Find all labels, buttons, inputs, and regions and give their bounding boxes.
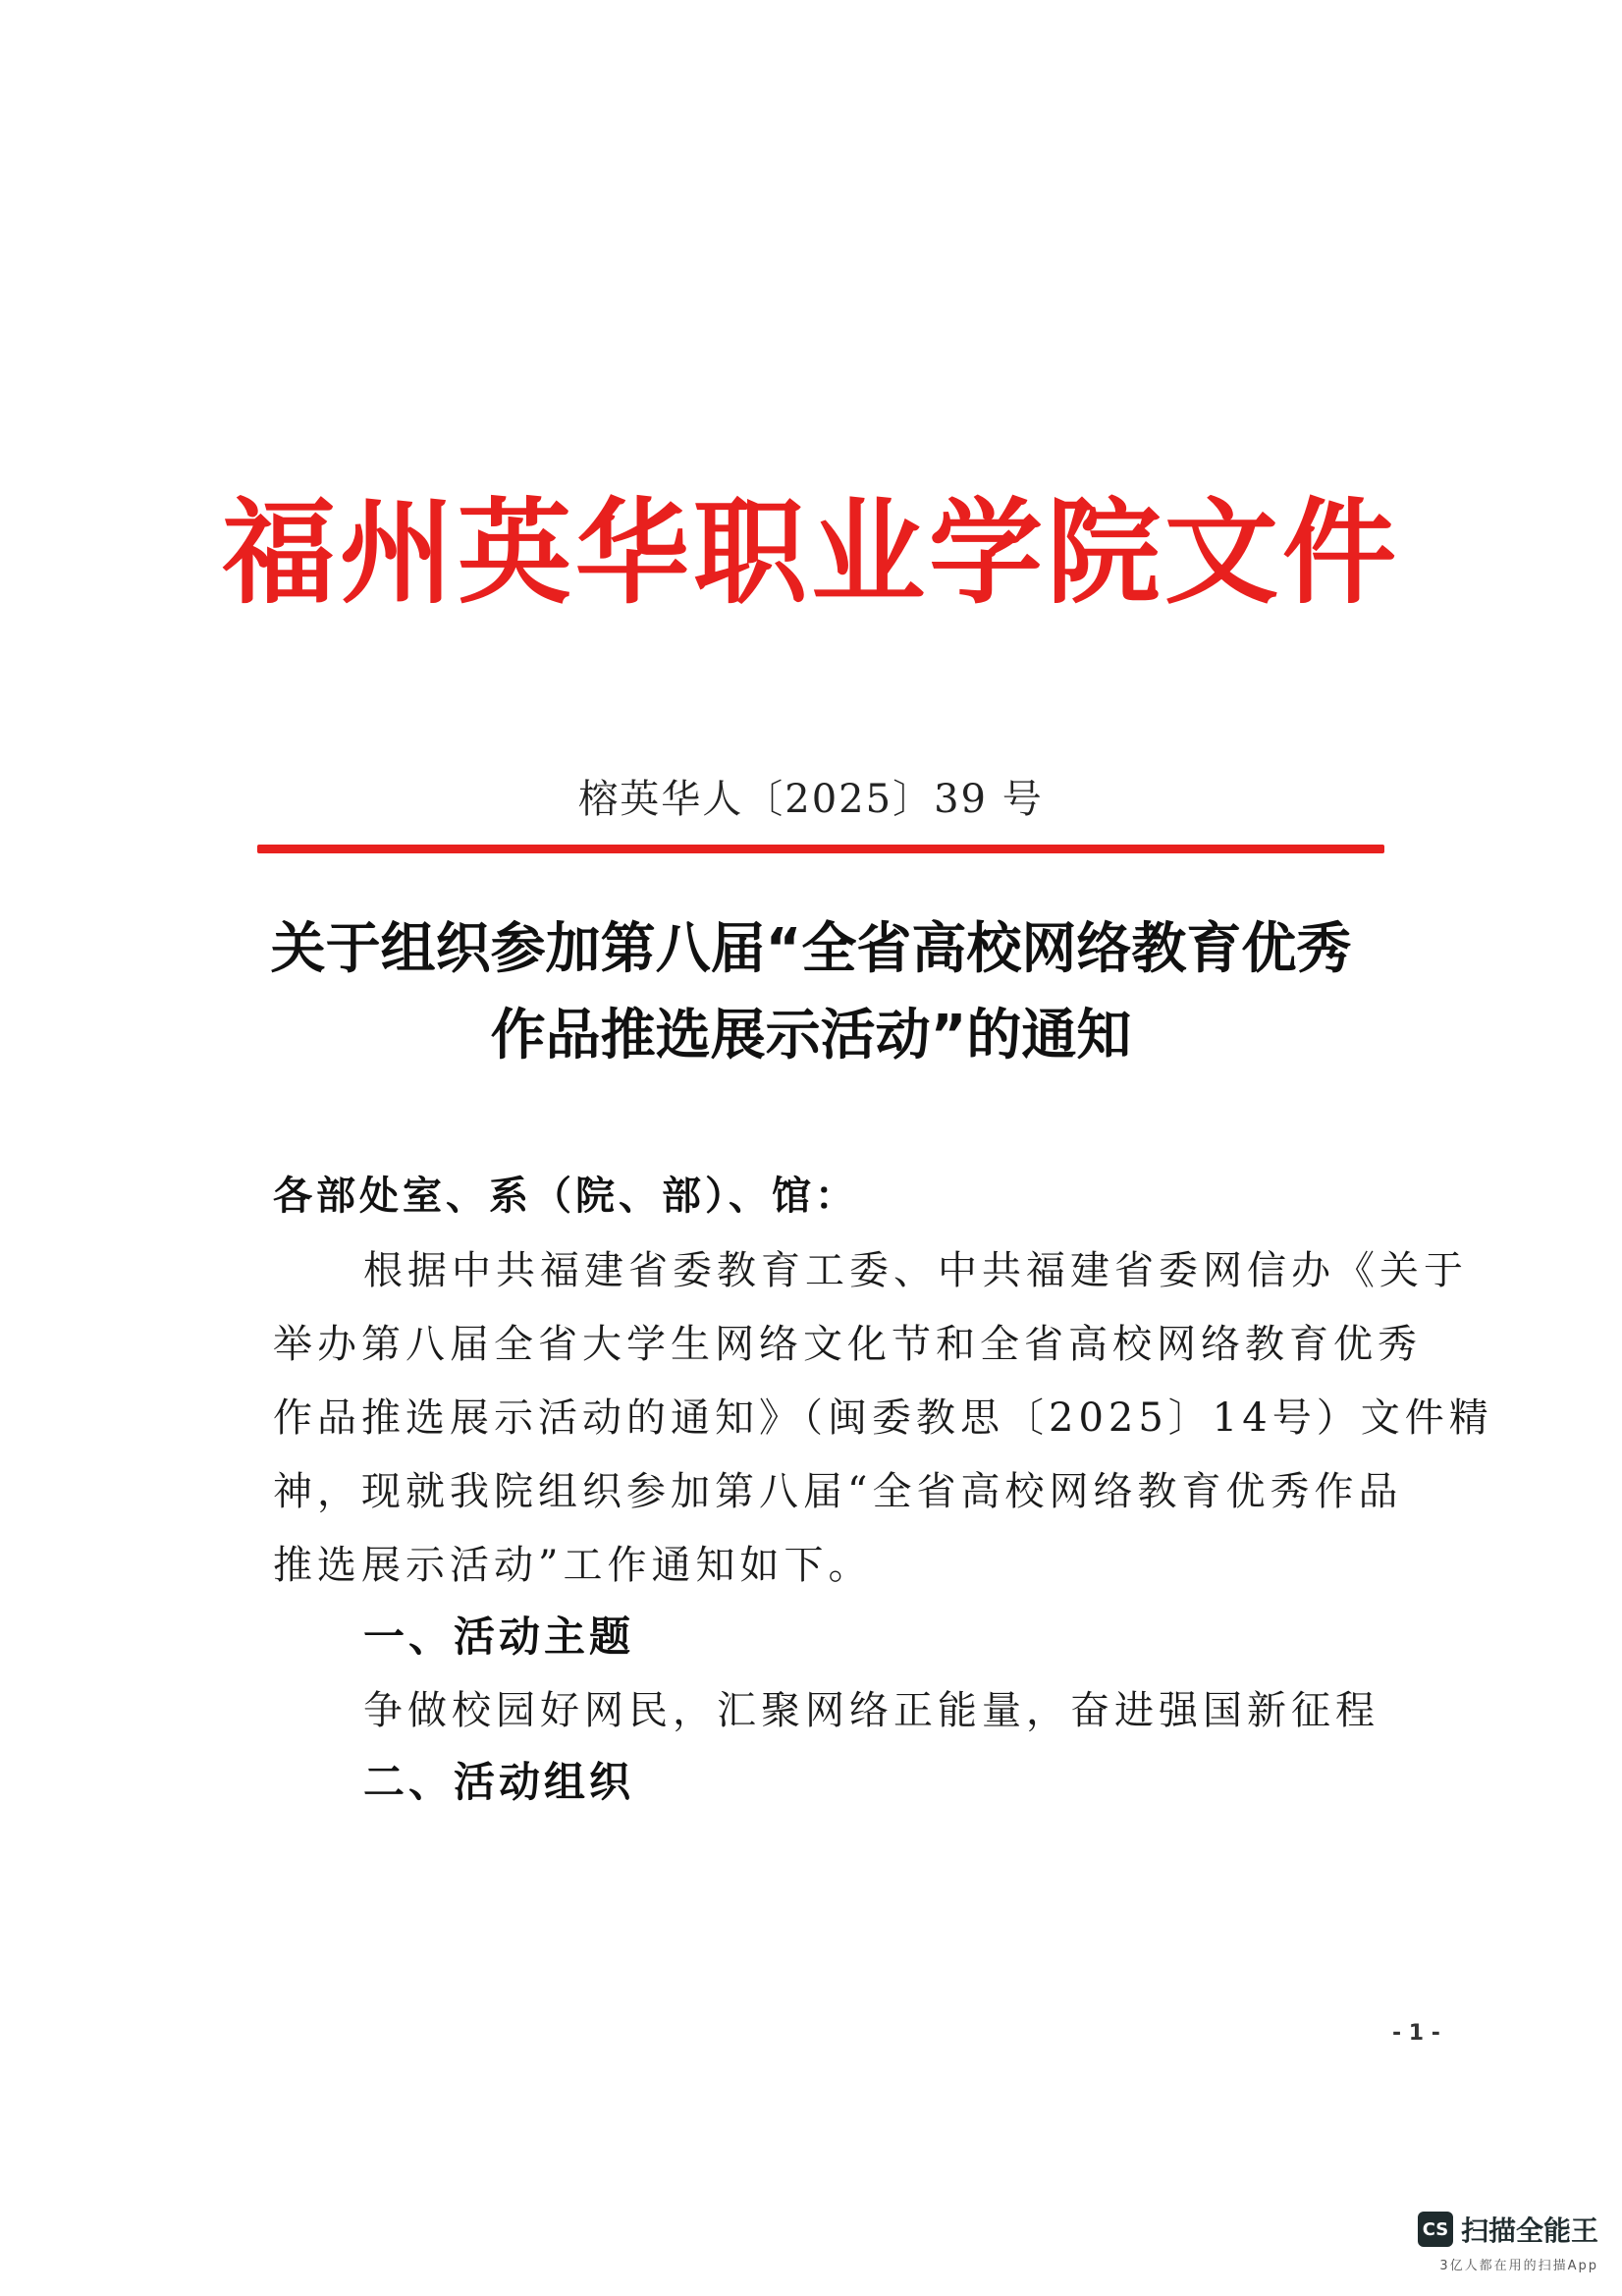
notice-title-line-2: 作品推选展示活动”的通知 bbox=[490, 1004, 1132, 1067]
document-number: 榕英华人〔2025〕39 号 bbox=[578, 777, 1044, 822]
paragraph-line: 作品推选展示活动的通知》（闽委教思〔2025〕14号）文件精 bbox=[273, 1395, 1493, 1441]
document-header-title: 福州英华职业学院文件 bbox=[222, 486, 1400, 620]
section-heading-organization: 二、活动组织 bbox=[363, 1758, 635, 1806]
section-theme-content: 争做校园好网民，汇聚网络正能量，奋进强国新征程 bbox=[363, 1688, 1379, 1733]
section-heading-theme: 一、活动主题 bbox=[363, 1613, 635, 1661]
red-divider-line bbox=[257, 845, 1384, 853]
notice-title-line-1: 关于组织参加第八届“全省高校网络教育优秀 bbox=[270, 917, 1352, 981]
page-number: - 1 - bbox=[1392, 2021, 1440, 2046]
camscanner-logo-icon: CS bbox=[1418, 2212, 1453, 2247]
paragraph-line: 举办第八届全省大学生网络文化节和全省高校网络教育优秀 bbox=[273, 1322, 1422, 1367]
paragraph-line: 神，现就我院组织参加第八届“全省高校网络教育优秀作品 bbox=[273, 1469, 1403, 1514]
paragraph-line: 推选展示活动”工作通知如下。 bbox=[273, 1543, 873, 1588]
watermark-brand: 扫描全能王 bbox=[1460, 2214, 1598, 2247]
paragraph-line: 根据中共福建省委教育工委、中共福建省委网信办《关于 bbox=[363, 1248, 1468, 1293]
addressee: 各部处室、系（院、部）、馆： bbox=[273, 1174, 858, 1219]
scanner-watermark bbox=[1382, 2210, 1598, 2273]
watermark-tagline: 3亿人都在用的扫描App bbox=[1439, 2259, 1598, 2273]
